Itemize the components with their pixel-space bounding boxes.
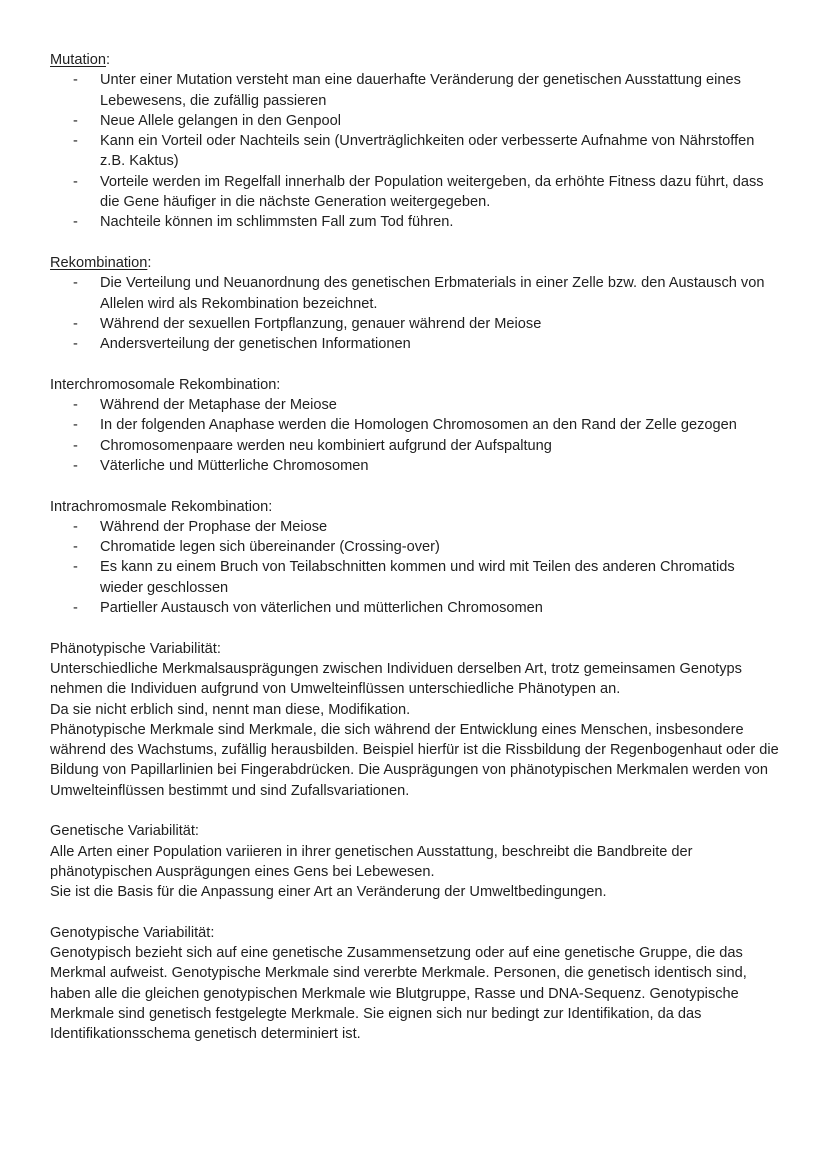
list-item bbox=[50, 598, 780, 618]
section-heading: Phänotypische Variabilität: bbox=[50, 640, 221, 657]
list-item bbox=[50, 517, 780, 537]
section-interchromosomale-rekombination bbox=[50, 375, 780, 476]
list-item bbox=[50, 212, 780, 232]
section-heading: Interchromosomale Rekombination: bbox=[50, 376, 281, 393]
list-item bbox=[50, 436, 780, 456]
bullet-dash-icon: - bbox=[73, 397, 78, 414]
section-heading bbox=[50, 50, 780, 70]
bullet-dash-icon: - bbox=[73, 173, 78, 190]
bullet-list bbox=[50, 273, 780, 354]
paragraph: Da sie nicht erblich sind, nennt man diese, Modifikation. bbox=[50, 701, 411, 718]
section-intrachromosomale-rekombination bbox=[50, 497, 780, 619]
section-rekombination bbox=[50, 253, 780, 354]
list-item bbox=[50, 273, 780, 314]
paragraph: Alle Arten einer Population variieren in ihrer genetischen Ausstattung, beschreibt die Bandbreite der phänotypischen Ausprägungen eines Gens bei Lebewesen. bbox=[50, 843, 693, 880]
list-item bbox=[50, 111, 780, 131]
list-item bbox=[50, 70, 780, 111]
list-item-text: Vorteile werden im Regelfall innerhalb der Population weitergeben, da erhöhte Fitness dazu führt, dass die Gene häufiger in die nächste Generation weitergegeben. bbox=[100, 173, 764, 211]
list-item-text: Partieller Austausch von väterlichen und mütterlichen Chromosomen bbox=[100, 600, 543, 617]
list-item-text: Chromosomenpaare werden neu kombiniert aufgrund der Aufspaltung bbox=[100, 437, 552, 454]
list-item-text: Andersverteilung der genetischen Informationen bbox=[100, 336, 411, 353]
section-genotypische-variabilitaet bbox=[50, 923, 780, 1045]
bullet-dash-icon: - bbox=[73, 437, 78, 454]
bullet-dash-icon: - bbox=[73, 539, 78, 556]
list-item-text: Chromatide legen sich übereinander (Crossing-over) bbox=[100, 539, 440, 556]
document-page bbox=[50, 50, 780, 1065]
list-item bbox=[50, 314, 780, 334]
bullet-dash-icon: - bbox=[73, 112, 78, 129]
bullet-dash-icon: - bbox=[73, 72, 78, 89]
bullet-dash-icon: - bbox=[73, 417, 78, 434]
list-item-text: Väterliche und Mütterliche Chromosomen bbox=[100, 457, 369, 474]
bullet-list bbox=[50, 70, 780, 232]
bullet-dash-icon: - bbox=[73, 133, 78, 150]
list-item-text: Kann ein Vorteil oder Nachteils sein (Unverträglichkeiten oder verbesserte Aufnahme von Nährstoffen z.B. Kaktus) bbox=[100, 133, 755, 170]
bullet-list bbox=[50, 517, 780, 618]
list-item-text: In der folgenden Anaphase werden die Homologen Chromosomen an den Rand der Zelle gezogen bbox=[100, 417, 737, 434]
list-item bbox=[50, 172, 780, 213]
list-item bbox=[50, 415, 780, 435]
bullet-dash-icon: - bbox=[73, 275, 78, 292]
heading-suffix: : bbox=[147, 254, 152, 271]
bullet-dash-icon: - bbox=[73, 559, 78, 576]
heading-suffix: : bbox=[105, 52, 111, 68]
bullet-dash-icon: - bbox=[73, 600, 78, 617]
section-heading: Genetische Variabilität: bbox=[50, 823, 199, 840]
list-item-text: Während der sexuellen Fortpflanzung, genauer während der Meiose bbox=[100, 315, 542, 332]
list-item bbox=[50, 557, 780, 598]
list-item bbox=[50, 131, 780, 172]
bullet-dash-icon: - bbox=[73, 457, 78, 474]
list-item-text: Während der Metaphase der Meiose bbox=[100, 397, 337, 414]
bullet-dash-icon: - bbox=[73, 315, 78, 332]
list-item-text: Die Verteilung und Neuanordnung des genetischen Erbmaterials in einer Zelle bzw. den Austausch von Allelen wird als Rekombination bezeichnet. bbox=[100, 275, 765, 312]
paragraph: Sie ist die Basis für die Anpassung einer Art an Veränderung der Umweltbedingungen. bbox=[50, 884, 607, 901]
section-mutation bbox=[50, 50, 780, 233]
list-item-text: Nachteile können im schlimmsten Fall zum Tod führen. bbox=[100, 214, 454, 231]
bullet-dash-icon: - bbox=[73, 214, 78, 231]
heading-text: Mutation bbox=[50, 52, 106, 68]
section-heading: Genotypische Variabilität: bbox=[50, 924, 215, 941]
list-item-text: Während der Prophase der Meiose bbox=[100, 518, 328, 535]
list-item-text: Unter einer Mutation versteht man eine dauerhafte Veränderung der genetischen Ausstattung eines Lebewesens, die zufällig passieren bbox=[100, 72, 741, 109]
list-item-text: Es kann zu einem Bruch von Teilabschnitten kommen und wird mit Teilen des anderen Chromatids wieder geschlossen bbox=[100, 559, 735, 596]
section-heading bbox=[50, 253, 780, 273]
section-heading: Intrachromosmale Rekombination: bbox=[50, 498, 273, 515]
list-item bbox=[50, 537, 780, 557]
paragraph: Unterschiedliche Merkmalsausprägungen zwischen Individuen derselben Art, trotz gemeinsamen Genotyps nehmen die Individuen aufgrund von Umwelteinflüssen unterschiedliche Phänotypen an. bbox=[50, 660, 742, 698]
bullet-dash-icon: - bbox=[73, 336, 78, 353]
bullet-list bbox=[50, 395, 780, 476]
bullet-dash-icon: - bbox=[73, 518, 78, 535]
paragraph: Genotypisch bezieht sich auf eine genetische Zusammensetzung oder auf eine genetische Gruppe, die das Merkmal aufweist. Genotypische Merkmale sind vererbte Merkmale. Personen, die genetisch identisch sind, haben alle die gleichen genotypischen Merkmale wie Blutgruppe, Rasse und DNA-Sequenz. Genotypische Merkmale sind genetisch festgelegte Merkmale. Sie eignen sich nur bedingt zur Identifikation, da das Identifikationsschema genetisch determiniert ist. bbox=[50, 945, 747, 1043]
section-genetische-variabilitaet bbox=[50, 821, 780, 902]
list-item-text: Neue Allele gelangen in den Genpool bbox=[100, 112, 341, 129]
list-item bbox=[50, 456, 780, 476]
list-item bbox=[50, 334, 780, 354]
paragraph: Phänotypische Merkmale sind Merkmale, die sich während der Entwicklung eines Menschen, insbesondere während des Wachstums, zufällig herausbilden. Beispiel hierfür ist die Rissbildung der Regenbogenhaut oder die Bildung von Papillarlinien bei Fingerabdrücken. Die Ausprägungen von phänotypischen Merkmalen werden von Umwelteinflüssen bestimmt und sind Zufallsvariationen. bbox=[50, 721, 779, 799]
heading-text: Rekombination bbox=[50, 254, 148, 271]
list-item bbox=[50, 395, 780, 415]
section-phaenotypische-variabilitaet bbox=[50, 639, 780, 801]
